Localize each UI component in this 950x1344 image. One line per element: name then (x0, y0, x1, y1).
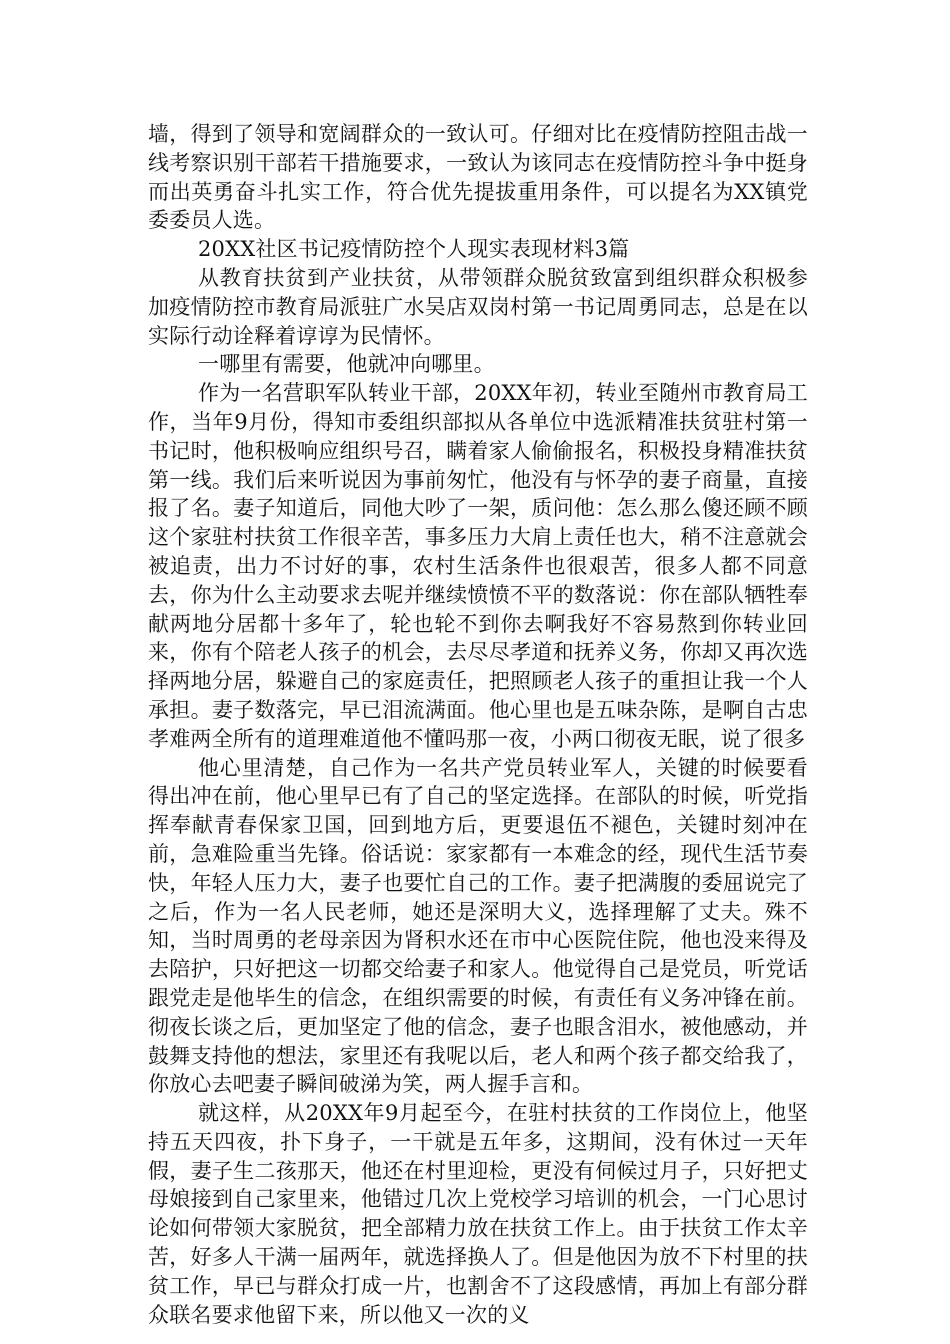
paragraph-6: 就这样，从20XX年9月起至今，在驻村扶贫的工作岗位上，他坚持五天四夜，扑下身子，一干就是五年多，这期间，没有休过一天年假，妻子生二孩那天，他还在村里迎检，更没有伺候过月子，只好把丈母娘接到自己家里来，他错过几次上党校学习培训的机会，一门心思讨论如何带领大家脱贫，把全部精力放在扶贫工作上。由于扶贫工作太辛苦，好多人干满一届两年，就选择换人了。但是他因为放不下村里的扶贫工作，早已与群众打成一片，也割舍不了这段感情，再加上有部分群众联名要求他留下来，所以他又一次的义 (148, 1101, 808, 1327)
paragraph-2: 从教育扶贫到产业扶贫，从带领群众脱贫致富到组织群众积极参加疫情防控市教育局派驻广水吴店双岗村第一书记周勇同志，总是在以实际行动诠释着谆谆为民情怀。 (148, 265, 808, 348)
paragraph-1: 墙，得到了领导和宽阔群众的一致认可。仔细对比在疫情防控阻击战一线考察识别干部若干措施要求，一致认为该同志在疫情防控斗争中挺身而出英勇奋斗扎实工作，符合优先提拔重用条件，可以提名为XX镇党委委员人选。 (148, 122, 808, 233)
document-body (148, 120, 808, 1329)
paragraph-4: 作为一名营职军队转业干部，20XX年初，转业至随州市教育局工作，当年9月份，得知市委组织部拟从各单位中选派精准扶贫驻村第一书记时，他积极响应组织号召，瞒着家人偷偷报名，积极投身精准扶贫第一线。我们后来听说因为事前匆忙，他没有与怀孕的妻子商量，直接报了名。妻子知道后，同他大吵了一架，质问他：怎么那么傻还顾不顾这个家驻村扶贫工作很辛苦，事多压力大肩上责任也大，稍不注意就会被追责，出力不讨好的事，农村生活条件也很艰苦，很多人都不同意去，你为什么主动要求去呢并继续愤愤不平的数落说：你在部队牺牲奉献两地分居都十多年了，轮也轮不到你去啊我好不容易熬到你转业回来，你有个陪老人孩子的机会，去尽尽孝道和抚养义务，你却又再次选择两地分居，躲避自己的家庭责任，把照顾老人孩子的重担让我一个人承担。妻子数落完，早已泪流满面。他心里也是五味杂陈，是啊自古忠孝难两全所有的道理难道他不懂吗那一夜，小两口彻夜无眠，说了很多 (148, 381, 808, 751)
section-heading: 20XX社区书记疫情防控个人现实表现材料3篇 (198, 237, 630, 262)
paragraph-5: 他心里清楚，自己作为一名共产党员转业军人，关键的时候要看得出冲在前，他心里早已有了自己的坚定选择。在部队的时候，听党指挥奉献青春保家卫国，回到地方后，更要退伍不褪色，关键时刻冲在前，急难险重当先锋。俗话说：家家都有一本难念的经，现代生活节奏快，年轻人压力大，妻子也要忙自己的工作。妻子把满腹的委屈说完了之后，作为一名人民老师，她还是深明大义，选择理解了丈夫。殊不知，当时周勇的老母亲因为肾积水还在市中心医院住院，他也没来得及去陪护，只好把这一切都交给妻子和家人。他觉得自己是党员，听党话跟党走是他毕生的信念，在组织需要的时候，有责任有义务冲锋在前。彻夜长谈之后，更加坚定了他的信念，妻子也眼含泪水，被他感动，并鼓舞支持他的想法，家里还有我呢以后，老人和两个孩子都交给我了，你放心去吧妻子瞬间破涕为笑，两人握手言和。 (148, 755, 808, 1097)
paragraph-3: 一哪里有需要，他就冲向哪里。 (198, 352, 495, 377)
